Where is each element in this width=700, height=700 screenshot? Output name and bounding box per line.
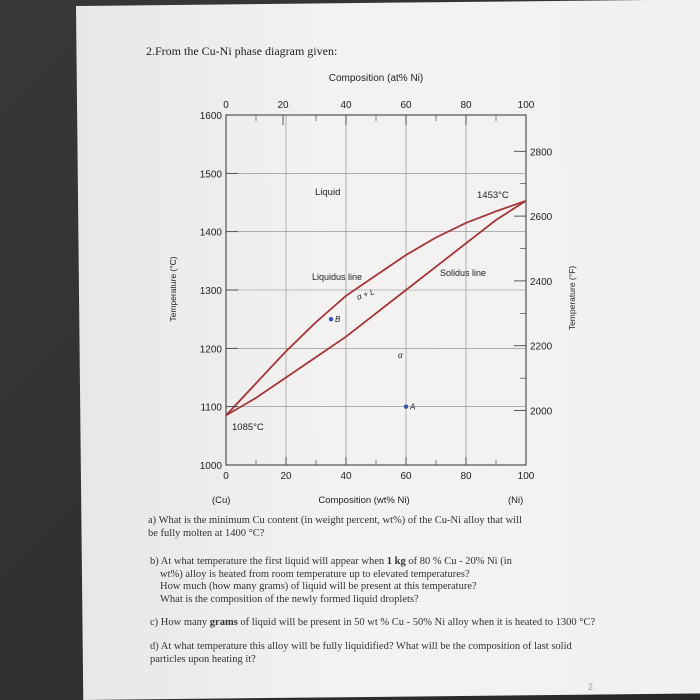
right-tick-label: 2400 [530,276,553,288]
point-label-a: A [410,402,416,412]
y-tick-label: 1500 [199,169,222,181]
liquidus-label: Liquidus line [312,272,363,282]
x-tick-label: 100 [517,471,535,482]
y-axis-label: Temperature (°C) [168,256,178,322]
x-tick-label: 40 [340,471,352,482]
page-number: 2 [588,682,594,692]
right-axis-label: Temperature (°F) [567,265,577,331]
question-b [150,556,512,606]
region-liquid: Liquid [315,187,341,198]
top-tick-label: 60 [400,100,412,111]
question-d-line2: particles upon heating it? [150,653,256,665]
question-a-line1: a) What is the minimum Cu content (in weight percent, wt%) of the Cu-Ni alloy that will [148,515,522,526]
ni-melting-label: 1453°C [477,190,509,201]
right-tick-label: 2800 [530,147,553,159]
y-tick-label: 1200 [199,344,222,356]
x-tick-label: 0 [223,471,229,482]
right-tick-label: 2000 [530,406,553,418]
x-axis-label: Composition (wt% Ni) [318,495,410,506]
question-d-line1: d) At what temperature this alloy will be fully liquidified? What will be the composition of last solid [150,641,572,652]
x-right-label: (Ni) [508,495,524,506]
x-tick-label: 60 [400,471,412,482]
y-tick-label: 1100 [200,402,222,414]
top-tick-label: 80 [460,100,472,111]
question-b-line1: b) At what temperature the first liquid will appear when 1 kg of 80 % Cu - 20% Ni (in [150,556,512,567]
question-b-line2: wt%) alloy is heated from room temperature up to elevated temperatures? [160,568,470,580]
question-c [150,617,595,630]
chart-points [329,315,416,412]
chart-curves [226,201,526,416]
chart-grid [226,115,526,465]
top-tick-label: 40 [340,100,352,111]
top-axis-label: Composition (at% Ni) [328,73,424,84]
x-tick-label: 20 [280,471,292,482]
y-tick-label: 1600 [199,111,222,122]
point-a [404,404,408,408]
y-tick-label: 1400 [199,227,222,239]
question-c-line1: c) How many grams of liquid will be present in 50 wt % Cu - 50% Ni alloy when it is heated to 1300 °C? [150,617,596,628]
right-tick-label: 2200 [530,341,553,353]
question-a [148,515,522,540]
x-left-label: (Cu) [212,495,231,506]
x-tick-label: 80 [460,471,472,482]
solidus-label: Solidus line [440,268,487,278]
question-b-line3: How much (how many grams) of liquid will be present at this temperature? [160,581,477,592]
y-tick-label: 1000 [199,461,222,472]
y-tick-label: 1300 [199,286,222,297]
question-b-line4: What is the composition of the newly formed liquid droplets? [160,593,419,605]
top-tick-label: 100 [517,100,535,111]
question-a-line2: be fully molten at 1400 °C? [148,527,265,539]
right-tick-label: 2600 [530,212,553,224]
top-tick-label: 20 [277,100,289,111]
cu-melting-label: 1085°C [232,422,264,433]
top-tick-label: 0 [223,100,229,111]
solidus-curve [226,201,526,416]
point-label-b: B [335,315,341,325]
region-alpha-liquid: α + L [355,287,376,302]
liquidus-curve [226,201,526,416]
question-title: 2.From the Cu-Ni phase diagram given: [146,44,338,58]
point-b [329,317,333,321]
question-d [150,641,572,666]
region-alpha: α [398,351,403,360]
